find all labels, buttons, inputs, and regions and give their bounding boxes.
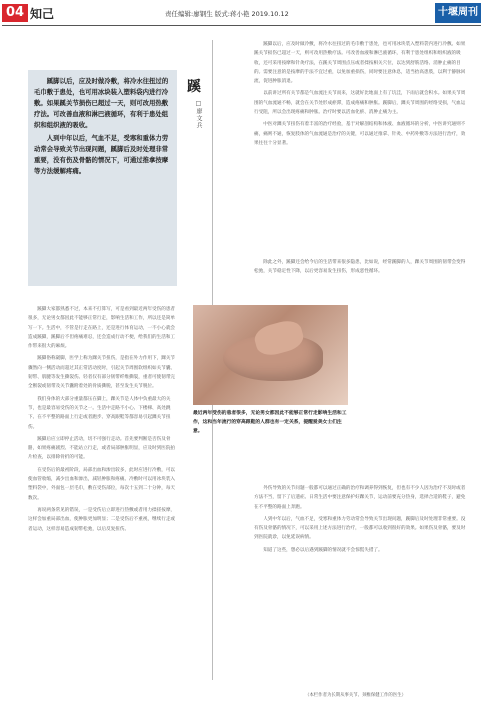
body-paragraph: 中医对踝关节扭伤有着丰富的治疗经验，基于对解剖结构和体液、血液循环的分析，中医讲究通则不痛，痛则不通，恢复肢体的气血流通是治疗的关键，可以通过推拿、针灸、中药外敷等方法进行治疗，效果往往十分显著。 xyxy=(254,122,466,146)
article-author: □廖文兵 xyxy=(195,100,202,129)
highlight-text xyxy=(34,76,171,179)
body-column-right-top xyxy=(254,40,466,250)
newspaper-logo: 十堰周刊 xyxy=(435,3,481,23)
header-divider xyxy=(2,25,481,26)
body-paragraph: 再说两条常见的错误，一是受伤后立即进行热敷或者用力揉搓按摩，这样会加重局部出血，使肿胀更加明显；二是受伤后不重视，继续行走或者运动，这样容易造成韧带松弛，以后反复扭伤。 xyxy=(28,507,176,532)
body-paragraph: 知道了这些，想必以后遇到蹊脚的情况就不会惊慌失措了。 xyxy=(263,547,383,553)
highlight-paragraph: 蹊脚以后，应及时做冷敷，将冷水往扭过的毛巾敷于患处，也可用冰块装入塑料袋内进行冷敷。如果蹊关节损伤已超过一天，则可改用热敷疗法。可改善血液和淋巴液循环，有利于患处组织和组织液的吸收。 xyxy=(34,77,169,129)
highlight-paragraph: 人到中年以后，气血不足，受寒和重体力劳动常会导致关节出现问题，蹊脚后及时处理非常重要，没有伤及骨骼的情况下，可通过推拿按摩等方法缓解疼痛。 xyxy=(34,134,169,175)
body-paragraph: 除此之外，蹊脚还会给今后的生活带来很多隐患，比如说，经常蹊脚的人，踝关节周围的韧带会变得松弛，关节稳定性下降，以后更容易发生扭伤，形成恶性循环。 xyxy=(254,260,466,275)
body-paragraph: 蹊脚后应立即停止活动，切不可强行走动。首先要判断是否伤及骨骼，如果疼痛剧烈、不能站立行走，或者局部肿胀明显，应及时到医院拍片检查，以排除骨折的可能。 xyxy=(28,436,176,461)
article-photo xyxy=(193,305,348,405)
body-paragraph: 蹊脚大家都熟悉不过，本来不打算写，可是看到最近两年受伤的患者很多，无论男女都因此不能够正常行走，影响生活和工作，所以还是简单写一下。生活中，不管是行走在路上，还是进行体育运动，一不小心就会造成蹊脚，蹊脚后不但疼痛难忍，还会造成行动不便，给我们的生活和工作带来很大的麻烦。 xyxy=(28,307,176,350)
section-title: 知己 xyxy=(30,7,55,21)
body-paragraph: 以前讲过所有关节都是气血流注关节而来，这就好比地面上有了坑洼，下雨后就会积水。如果关节周围的气血流通不畅，就会在关节处形成瘀滞，造成疼痛和肿胀。蹊脚后，踝关节周围的经络受损，气血运行受阻，所以会出现疼痛和肿胀。治疗时要以活血化瘀、消肿止痛为主。 xyxy=(254,91,466,116)
body-paragraph: 蹊脚以后，应及时做冷敷，将冷水往扭过的毛巾敷于患处，也可用冰块装入塑料袋内进行冷敷。如果蹊关节损伤已超过一天，则可改用热敷疗法。可改善血液和淋巴液循环，有利于患处组织和组织液的吸收，还可采用按摩和针灸疗法，在蹊关节周围点压或者揉按相关穴位，以达到舒筋活络、消肿止痛的目的。需要注意的是按摩的手法不宜过重，以免加重损伤，同时要注意休息，适当抬高患肢，以利于静脉回流，促进肿胀消退。 xyxy=(254,42,466,85)
body-column-left xyxy=(28,305,178,693)
page-number: 04 xyxy=(2,4,28,22)
author-footnote: （本栏作者为长期从事关节、颈椎保健工作的医生） xyxy=(305,693,406,698)
page-header xyxy=(0,0,483,26)
body-paragraph: 我们身体的大部分重量都压在脚上，踝关节是人体中负重最大的关节，也是最容易受伤的关节之一。生活中走路不小心、下楼梯、高处跳下、在不平整的路面上行走或者跑步、穿高跟鞋等都容易引起踝关节扭伤。 xyxy=(28,396,171,430)
editor-meta: 责任编辑:廖钢生 版式:蒋小艳 2019.10.12 xyxy=(165,10,289,18)
body-column-right-bottom xyxy=(254,484,466,689)
article-title: 蹊 xyxy=(187,79,201,95)
highlight-box xyxy=(28,70,177,286)
photo-caption: 最近两年受伤的患者很多，无论男女都因此不能够正常行走影响生活和工作，这和当年流行的穿高跟鞋的人群也有一定关系，提醒爱美女士们注意。 xyxy=(193,411,347,434)
body-paragraph: 在受伤后的最初阶段，局部出血和渗出较多，此时应进行冷敷，可以使血管收缩，减少出血和渗出，减轻肿胀和疼痛。冷敷时可以用冰块装入塑料袋中，外面包一层毛巾，敷在受伤部位，每次十五到二十分钟，每天数次。 xyxy=(28,467,176,501)
body-paragraph: 蹊脚俗称崴脚，医学上称为踝关节扭伤，是指在外力作用下，踝关节骤然向一侧活动而超过其正常活动度时，引起关节周围软组织如关节囊、韧带、肌腱等发生撕裂伤。轻者仅有部分韧带纤维撕裂，重者可使韧带完全断裂或韧带及关节囊附着处的骨质撕脱，甚至发生关节脱位。 xyxy=(28,356,176,390)
body-paragraph: 外伤导致的关节问题一般都可以通过正确的治疗和调养得到恢复，但也有不少人因为治疗不及时或者方法不当，留下了后遗症。日常生活中要注意保护好踝关节，运动前要充分热身，选择合适的鞋子，避免在不平整的路面上奔跑。 xyxy=(254,486,466,510)
body-paragraph: 人到中年以后，气血不足，受寒和重体力劳动常会导致关节出现问题，蹊脚后及时处理非常重要。没有伤及骨骼的情况下，可以采用上述方法进行治疗，一般都可以收到很好的效果。如果伤及骨骼，要及时到医院就诊，以免延误病情。 xyxy=(254,516,466,541)
